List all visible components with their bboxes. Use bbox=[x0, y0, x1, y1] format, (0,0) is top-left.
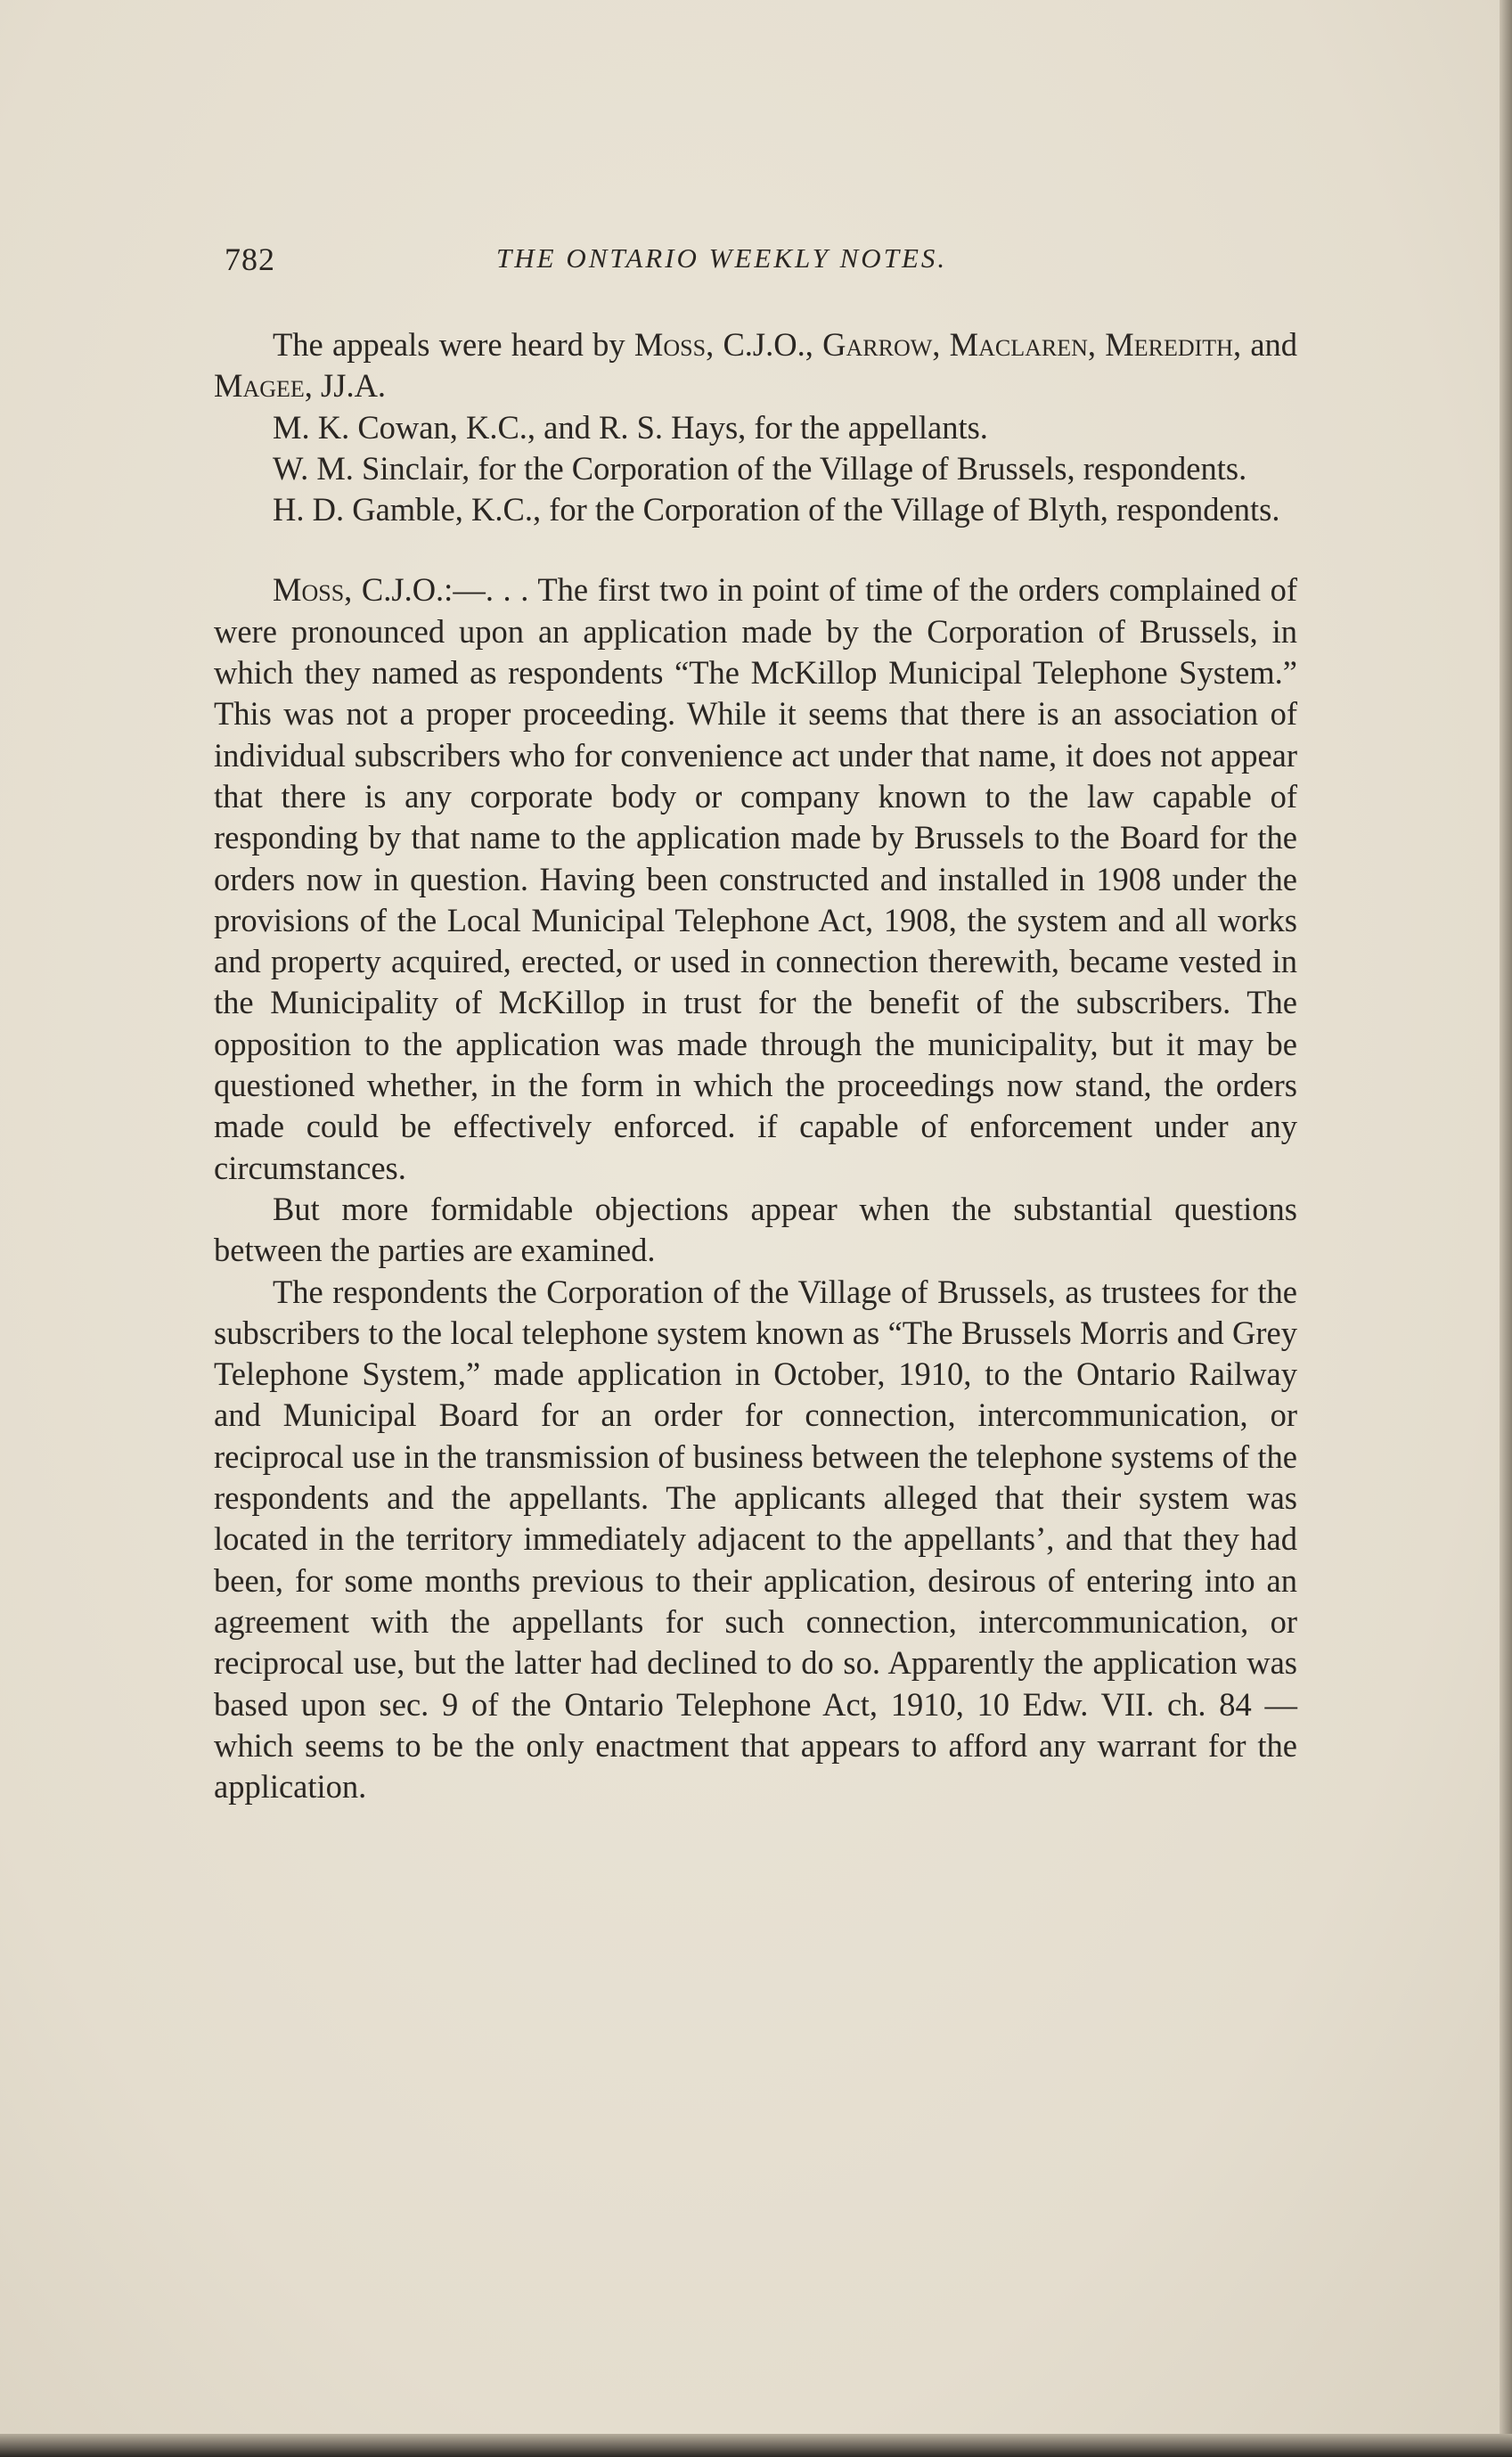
paragraph bbox=[214, 1189, 1297, 1272]
paragraph bbox=[214, 407, 1297, 448]
text-run: , and bbox=[1232, 326, 1298, 363]
paragraph bbox=[214, 1272, 1297, 1808]
text-run: , C.J.O., bbox=[706, 326, 823, 363]
paragraph bbox=[214, 569, 1297, 1188]
text-run: The appeals were heard by bbox=[273, 326, 634, 363]
text-run: , C.J.O.:—. . . The first two in point of time of the orders complained of were pronounced upon an application made by the Corporation of Brussels, in which they named as respondents “The McKillop Municipal Telephone System.” This was not a proper proceeding. While it seems that there is an association of individual subscribers who for convenience act under that name, it does not appear that there is any corporate body or company known to the law capable of responding by that name to the application made by Brussels to the Board for the orders now in question. Having been constructed and installed in 1908 under the provisions of the Local Municipal Telephone Act, 1908, the system and all works and property acquired, erected, or used in connection therewith, became vested in the Municipality of McKillop in trust for the benefit of the subscribers. The opposition to the application was made through the municipality, but it may be questioned whether, in the form in which the proceedings now stand, the orders made could be effectively enforced. if capable of enforcement under any circumstances. bbox=[214, 571, 1297, 1186]
judge-name: Maclaren bbox=[949, 326, 1088, 363]
text-run: , JJ.A. bbox=[304, 367, 387, 405]
judge-name: Garrow bbox=[822, 326, 933, 363]
judge-name: Moss bbox=[633, 326, 707, 363]
text-run: , bbox=[1087, 326, 1106, 363]
page-header bbox=[225, 241, 1294, 285]
text-run: But more formidable objections appear when the substantial questions between the parties are examined. bbox=[214, 1190, 1297, 1269]
judge-name: Moss bbox=[273, 571, 345, 609]
text-run: W. M. Sinclair, for the Corporation of the Village of Brussels, respondents. bbox=[273, 449, 1247, 487]
paragraph bbox=[214, 489, 1297, 530]
running-head: THE ONTARIO WEEKLY NOTES. bbox=[496, 242, 948, 274]
body-text bbox=[214, 324, 1297, 1807]
paragraph bbox=[214, 448, 1297, 489]
page-edge-shadow-right bbox=[1500, 0, 1512, 2457]
text-run: The respondents the Corporation of the Village of Brussels, as trustees for the subscribers to the local telephone system known as “The Brussels Morris and Grey Telephone System,” made application in October, 1910, to the Ontario Railway and Municipal Board for an order for connection, intercommunication, or reciprocal use in the transmission of business between the telephone systems of the respondents and the appellants. The applicants alleged that their system was located in the territory immediately adjacent to the appellants’, and that they had been, for some months previous to their application, desirous of entering into an agreement with the appellants for such connection, intercommunication, or reciprocal use, but the latter had declined to do so. Apparently the application was based upon sec. 9 of the Ontario Telephone Act, 1910, 10 Edw. VII. ch. 84 —which seems to be the only enactment that appears to afford any warrant for the application. bbox=[214, 1273, 1297, 1806]
paragraph bbox=[214, 324, 1297, 407]
text-run: , bbox=[932, 326, 950, 363]
page-edge-shadow-bottom bbox=[0, 2434, 1512, 2457]
text-run: M. K. Cowan, K.C., and R. S. Hays, for the appellants. bbox=[273, 408, 988, 446]
judge-name: Meredith bbox=[1105, 326, 1233, 363]
judge-name: Magee bbox=[214, 367, 305, 405]
page-number: 782 bbox=[225, 242, 275, 277]
text-run: H. D. Gamble, K.C., for the Corporation of the Village of Blyth, respondents. bbox=[273, 491, 1280, 528]
